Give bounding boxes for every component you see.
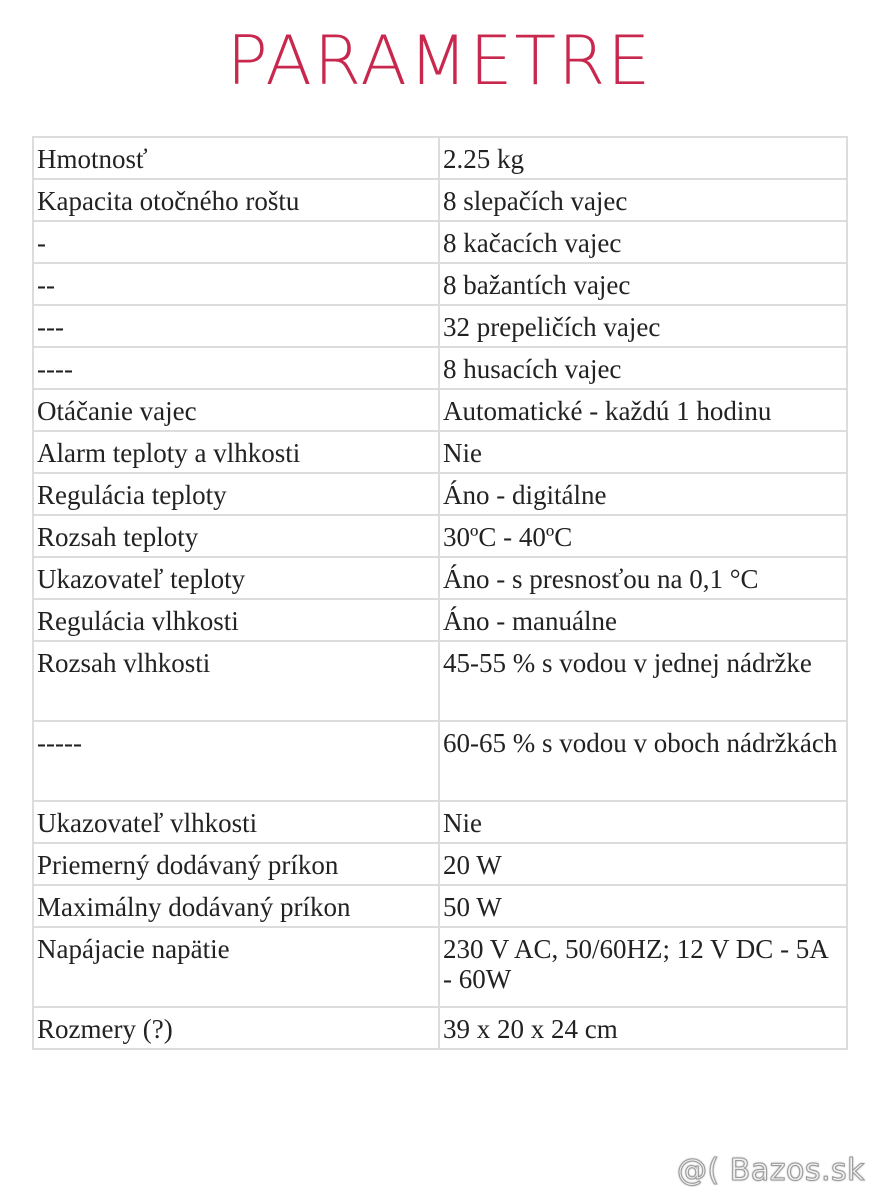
param-value: 45-55 % s vodou v jednej nádržke (439, 641, 847, 721)
param-label: Maximálny dodávaný príkon (33, 885, 439, 927)
param-label: Ukazovateľ teploty (33, 557, 439, 599)
param-label: Otáčanie vajec (33, 389, 439, 431)
table-row (33, 557, 847, 599)
param-label: Hmotnosť (33, 137, 439, 179)
param-label: ---- (33, 347, 439, 389)
table-row (33, 641, 847, 721)
table-row (33, 1007, 847, 1049)
bazos-watermark: @( Bazos.sk (677, 1153, 865, 1188)
param-value: 8 bažantích vajec (439, 263, 847, 305)
table-row (33, 927, 847, 1007)
param-label: Rozsah vlhkosti (33, 641, 439, 721)
parameters-table (32, 136, 848, 1050)
param-label: Regulácia teploty (33, 473, 439, 515)
table-row (33, 431, 847, 473)
param-label: Alarm teploty a vlhkosti (33, 431, 439, 473)
table-row (33, 885, 847, 927)
param-label: Priemerný dodávaný príkon (33, 843, 439, 885)
param-value: Nie (439, 431, 847, 473)
param-label: ----- (33, 721, 439, 801)
param-value: 230 V AC, 50/60HZ; 12 V DC - 5A - 60W (439, 927, 847, 1007)
param-value: Áno - manuálne (439, 599, 847, 641)
table-row (33, 599, 847, 641)
param-value: 8 slepačích vajec (439, 179, 847, 221)
param-value: 8 husacích vajec (439, 347, 847, 389)
param-label: - (33, 221, 439, 263)
param-label: Kapacita otočného roštu (33, 179, 439, 221)
param-label: Ukazovateľ vlhkosti (33, 801, 439, 843)
table-row (33, 305, 847, 347)
param-label: Rozmery (?) (33, 1007, 439, 1049)
table-row (33, 721, 847, 801)
param-label: -- (33, 263, 439, 305)
table-row (33, 179, 847, 221)
param-value: 8 kačacích vajec (439, 221, 847, 263)
param-label: --- (33, 305, 439, 347)
param-value: Áno - s presnosťou na 0,1 °C (439, 557, 847, 599)
table-row (33, 137, 847, 179)
param-label: Napájacie napätie (33, 927, 439, 1007)
param-value: 20 W (439, 843, 847, 885)
table-row (33, 347, 847, 389)
param-value: 30ºC - 40ºC (439, 515, 847, 557)
param-value: 50 W (439, 885, 847, 927)
table-row (33, 221, 847, 263)
param-value: Nie (439, 801, 847, 843)
param-value: Áno - digitálne (439, 473, 847, 515)
param-value: 2.25 kg (439, 137, 847, 179)
param-value: 39 x 20 x 24 cm (439, 1007, 847, 1049)
table-row (33, 515, 847, 557)
param-value: Automatické - každú 1 hodinu (439, 389, 847, 431)
param-value: 32 prepeličích vajec (439, 305, 847, 347)
param-label: Regulácia vlhkosti (33, 599, 439, 641)
table-row (33, 263, 847, 305)
table-row (33, 801, 847, 843)
param-label: Rozsah teploty (33, 515, 439, 557)
table-row (33, 389, 847, 431)
param-value: 60-65 % s vodou v oboch nádržkách (439, 721, 847, 801)
table-row (33, 843, 847, 885)
table-row (33, 473, 847, 515)
page-title: PARAMETRE (226, 22, 653, 101)
